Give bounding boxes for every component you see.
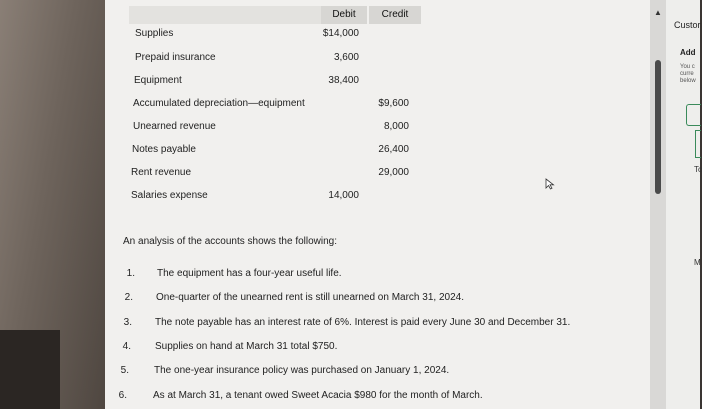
- side-panel: [666, 0, 700, 409]
- analysis-item-text: The note payable has an interest rate of 6%. Interest is paid every June 30 and December 31.: [155, 317, 571, 328]
- background-shadow: [0, 330, 60, 409]
- document-page: [105, 0, 650, 409]
- header-blank: [129, 6, 321, 24]
- account-name: Unearned revenue: [133, 121, 216, 132]
- analysis-item-number: 6.: [118, 390, 127, 401]
- header-credit: Credit: [369, 6, 421, 24]
- side-line: curre: [680, 71, 694, 77]
- account-name: Equipment: [134, 75, 182, 86]
- account-name: Notes payable: [132, 144, 196, 155]
- analysis-item-text: The equipment has a four-year useful life.: [157, 268, 342, 279]
- credit-value: $9,600: [378, 98, 409, 109]
- side-panel-title: Custor: [674, 20, 701, 30]
- analysis-item-number: 3.: [123, 317, 132, 328]
- analysis-item-number: 5.: [120, 365, 129, 376]
- debit-value: $14,000: [322, 28, 359, 39]
- account-name: Rent revenue: [131, 167, 192, 178]
- analysis-item-text: One-quarter of the unearned rent is still unearned on March 31, 2024.: [156, 292, 464, 303]
- analysis-item-number: 4.: [122, 341, 131, 352]
- credit-value: 8,000: [383, 121, 409, 132]
- debit-value: 14,000: [328, 190, 359, 201]
- analysis-intro: An analysis of the accounts shows the following:: [123, 236, 338, 247]
- analysis-item-text: Supplies on hand at March 31 total $750.: [155, 341, 338, 352]
- credit-value: 26,400: [378, 144, 409, 155]
- analysis-item-text: The one-year insurance policy was purchased on January 1, 2024.: [154, 365, 450, 376]
- analysis-item-text: As at March 31, a tenant owed Sweet Acacia $980 for the month of March.: [153, 390, 483, 401]
- account-name: Accumulated depreciation—equipment: [133, 98, 305, 109]
- debit-value: 3,600: [333, 52, 359, 63]
- mouse-cursor-icon: [545, 178, 555, 190]
- debit-value: 38,400: [328, 75, 359, 86]
- side-line: below: [680, 78, 696, 84]
- credit-value: 29,000: [378, 167, 409, 178]
- scroll-up-icon[interactable]: ▲: [654, 8, 662, 17]
- header-debit: Debit: [321, 6, 367, 24]
- analysis-item-number: 1.: [126, 268, 135, 279]
- side-panel-input[interactable]: [686, 104, 701, 126]
- account-name: Prepaid insurance: [135, 52, 216, 63]
- side-panel-text: [680, 64, 700, 85]
- side-line: You c: [680, 64, 695, 70]
- account-name: Salaries expense: [131, 190, 208, 201]
- account-name: Supplies: [135, 28, 174, 39]
- side-panel-label: M: [694, 258, 701, 267]
- side-panel-input[interactable]: [695, 130, 701, 158]
- analysis-item-number: 2.: [124, 292, 133, 303]
- side-panel-label: Tc: [694, 165, 702, 174]
- scrollbar-thumb[interactable]: [655, 60, 661, 194]
- side-panel-add[interactable]: Add: [680, 48, 696, 57]
